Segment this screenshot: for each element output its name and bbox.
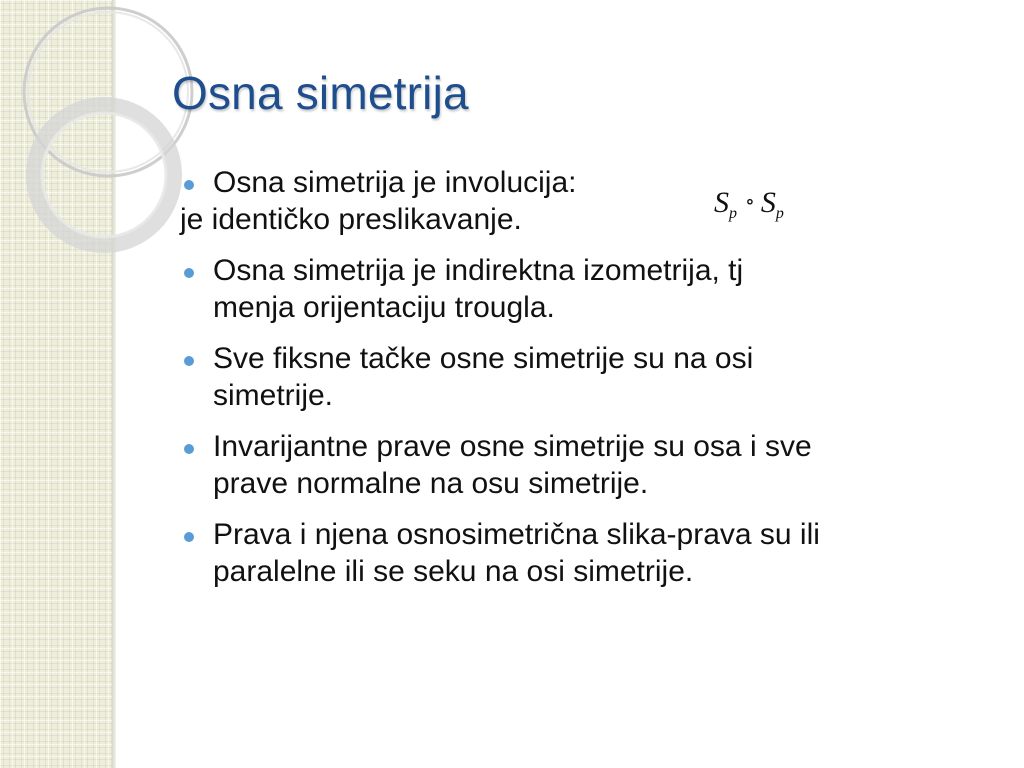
bullet-line: Sve fiksne tačke osne simetrije su na osi (213, 342, 754, 375)
bullet-line: Prava i njena osnosimetrična slika-prava su ili (213, 518, 820, 551)
bullet-line: prave normalne na osu simetrije. (213, 467, 649, 500)
bullet-continuation-line: je identičko preslikavanje. (180, 203, 522, 236)
formula-right-symbol: S (760, 186, 776, 219)
bullet-dot-icon (184, 532, 194, 542)
bullet-list (180, 164, 1000, 590)
bullet-line: menja orijentaciju trougla. (213, 291, 555, 324)
formula-composition-operator: ∘ (745, 191, 755, 213)
bullet-item-involution (180, 164, 1000, 201)
bullet-dot-icon (184, 356, 194, 366)
formula-left-symbol: S (714, 186, 729, 219)
bullet-line: paralelne ili se seku na osi simetrije. (213, 555, 694, 588)
bullet-item-line-and-image (180, 516, 1000, 590)
formula-right-subscript: p (775, 205, 784, 222)
bullet-line: Osna simetrija je indirektna izometrija, tj (213, 254, 744, 287)
bullet-item-indirect-isometry (180, 252, 1000, 326)
bullet-dot-icon (184, 180, 194, 190)
bullet-item-invariant-lines (180, 428, 1000, 502)
slide-title: Osna simetrija (172, 67, 469, 119)
formula-left-subscript: p (729, 205, 737, 222)
bullet-item-fixed-points (180, 340, 1000, 414)
bullet-line: simetrije. (213, 379, 334, 412)
bullet-line: Invarijantne prave osne simetrije su osa i sve (213, 430, 812, 463)
decorative-rings (0, 0, 160, 260)
bullet-dot-icon (184, 268, 194, 278)
bullet-line: Osna simetrija je involucija: (213, 166, 577, 199)
bullet-dot-icon (184, 444, 194, 454)
